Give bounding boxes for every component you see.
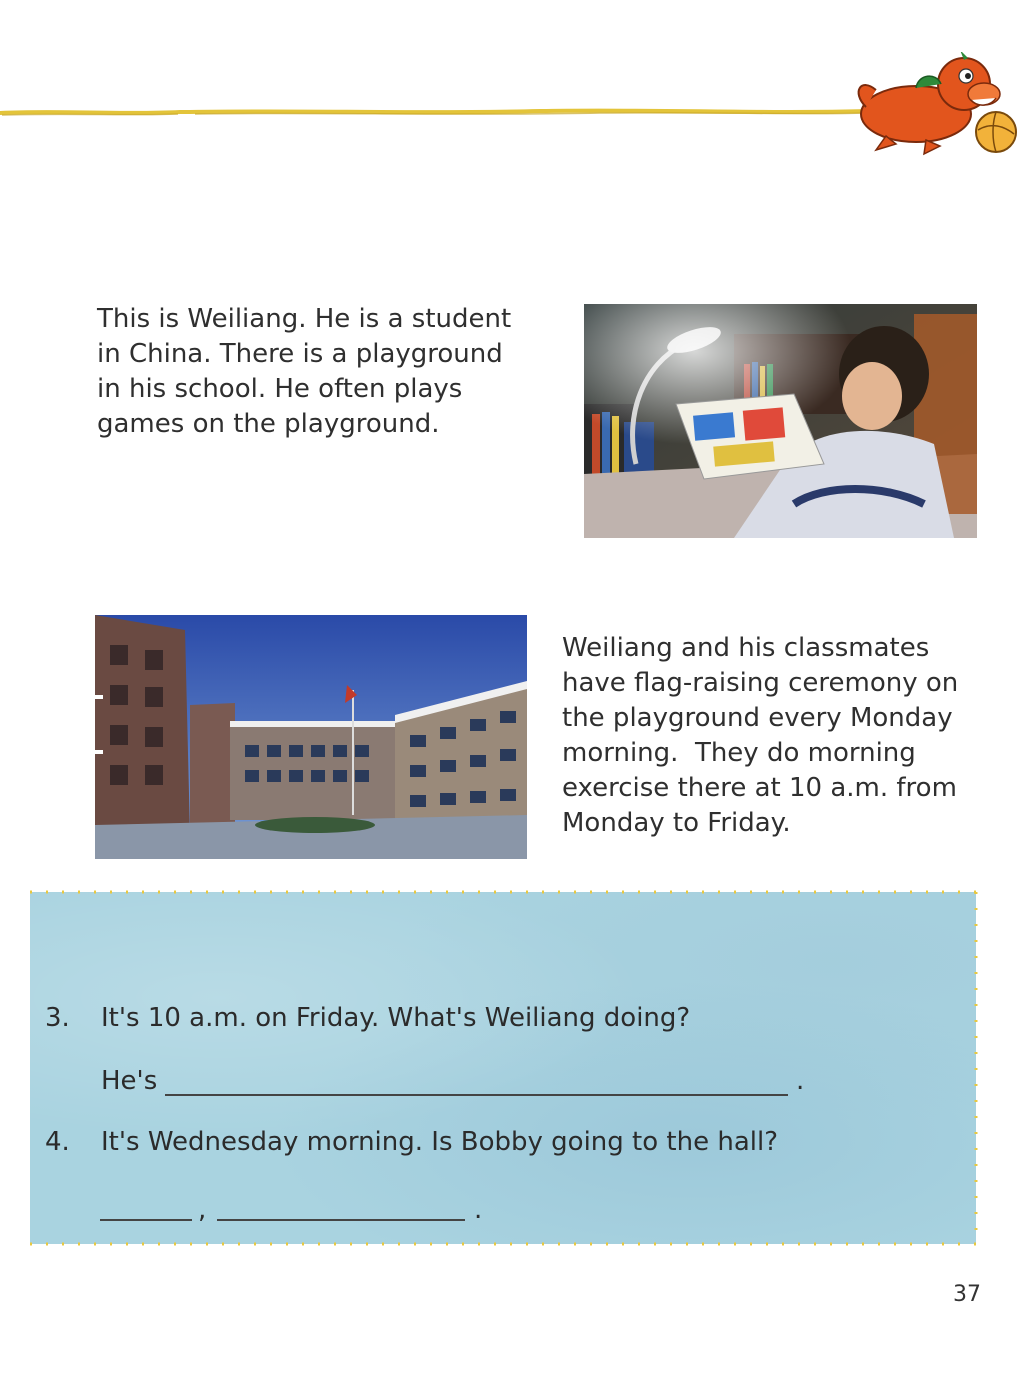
passage-line: in his school. He often plays	[97, 374, 463, 404]
page-number: 37	[953, 1282, 981, 1307]
passage-flag-raising	[562, 631, 1002, 841]
passage-line: exercise there at 10 a.m. from	[562, 773, 957, 803]
question-text: It's Wednesday morning. Is Bobby going to the hall?	[101, 1127, 779, 1157]
passage-line: games on the playground.	[97, 409, 440, 439]
passage-weiliang-intro	[97, 302, 537, 442]
question-text: It's 10 a.m. on Friday. What's Weiliang doing?	[101, 1003, 691, 1033]
answer-suffix: .	[796, 1066, 805, 1096]
answer-blank-long[interactable]	[217, 1219, 465, 1221]
answer-blank[interactable]	[165, 1094, 788, 1096]
passage-line: morning. They do morning	[562, 738, 916, 768]
question-number: 4.	[45, 1127, 70, 1157]
answer-suffix: .	[474, 1195, 483, 1225]
dotted-border	[30, 888, 980, 1248]
dragon-mascot-icon	[846, 52, 1022, 162]
passage-line: This is Weiliang. He is a student	[97, 304, 512, 334]
answer-prefix: He's	[101, 1066, 158, 1096]
passage-line: Monday to Friday.	[562, 808, 791, 838]
photo-school-courtyard	[95, 615, 527, 859]
passage-line: Weiliang and his classmates	[562, 633, 930, 663]
passage-line: have flag-raising ceremony on	[562, 668, 959, 698]
passage-line: in China. There is a playground	[97, 339, 503, 369]
passage-line: the playground every Monday	[562, 703, 953, 733]
photo-boy-reading	[584, 304, 977, 538]
question-number: 3.	[45, 1003, 70, 1033]
header-rule	[0, 105, 870, 119]
answer-separator: ,	[198, 1195, 207, 1225]
answer-blank-short[interactable]	[100, 1219, 192, 1221]
